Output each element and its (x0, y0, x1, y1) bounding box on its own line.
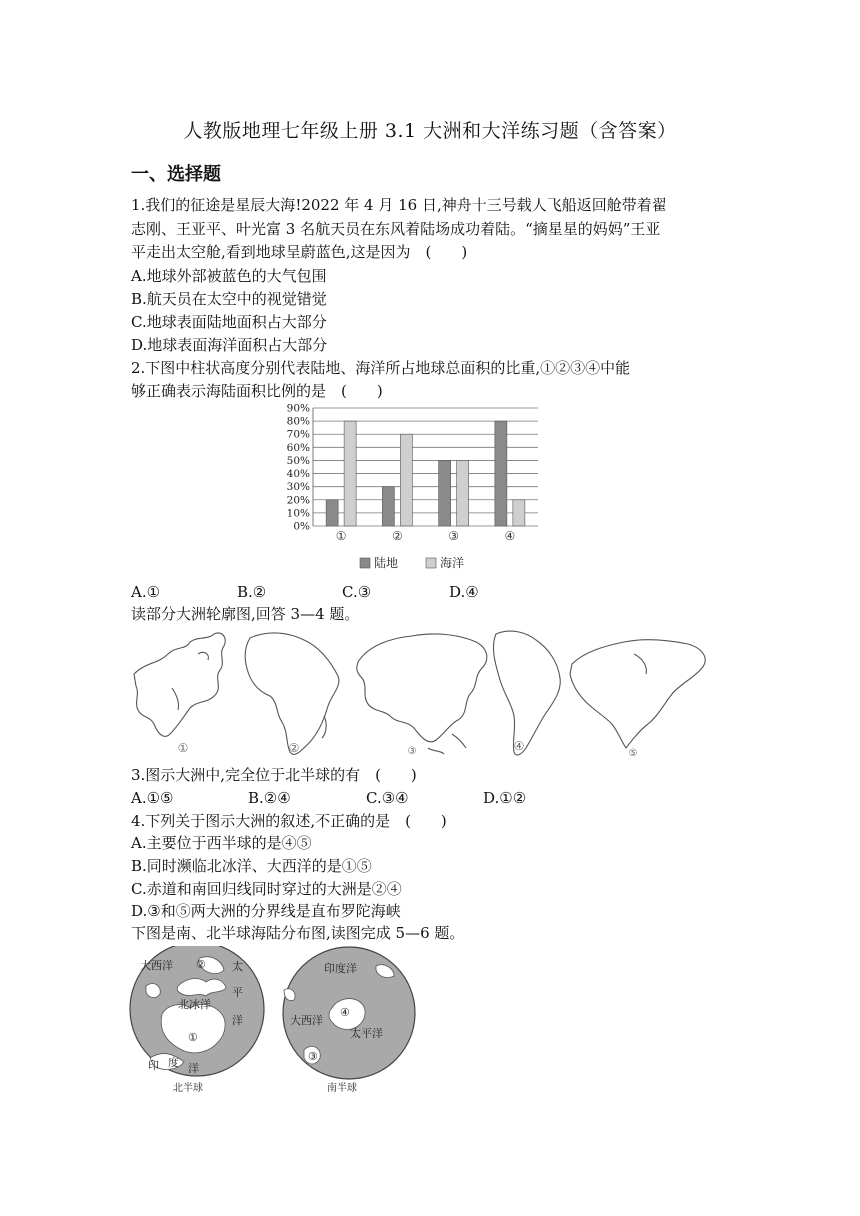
q2-option-a: A.① (131, 583, 161, 601)
continent-label-2: ② (288, 741, 300, 755)
q1-stem-line-1: 1.我们的征途是星辰大海!2022 年 4 月 16 日,神舟十三号载人飞船返回舱带着翟 (131, 196, 667, 214)
bar-ocean (400, 434, 412, 526)
bar-land (382, 487, 394, 526)
q1-option-d: D.地球表面海洋面积占大部分 (131, 336, 328, 354)
q4-option-a: A.主要位于西半球的是④⑤ (131, 834, 312, 852)
legend-label: 海洋 (440, 556, 465, 570)
read-instruction-3-4: 读部分大洲轮廓图,回答 3—4 题。 (131, 605, 360, 623)
north-number-1: ① (188, 1031, 198, 1044)
asia-outline (357, 634, 487, 742)
continent-label-5: ⑤ (628, 748, 638, 759)
europe-outline (134, 633, 225, 736)
q3-option-d: D.①② (483, 789, 527, 807)
north-pacific-label-3: 洋 (232, 1014, 243, 1027)
north-indian-label-1: 印 (148, 1059, 159, 1072)
south-number-3: ③ (308, 1050, 318, 1063)
y-tick-label: 0% (293, 520, 310, 533)
north-atlantic-label: 大西洋 (140, 959, 173, 972)
y-tick-label: 10% (286, 507, 310, 520)
q4-option-b: B.同时濒临北冰洋、大西洋的是①⑤ (131, 857, 372, 875)
south-pacific-label: 太平洋 (350, 1027, 383, 1040)
y-tick-label: 80% (286, 415, 310, 428)
q4-stem: 4.下列关于图示大洲的叙述,不正确的是 ( ) (131, 812, 447, 830)
q2-option-d: D.④ (449, 583, 479, 601)
bar-land (495, 421, 507, 526)
continent-label-3: ③ (407, 746, 417, 757)
south-america-outline (493, 631, 560, 755)
q4-option-c: C.赤道和南回归线同时穿过的大洲是②④ (131, 880, 402, 898)
north-arctic-label: 北冰洋 (178, 998, 211, 1011)
q3-options (131, 787, 526, 809)
legend-swatch (360, 558, 370, 568)
q3-stem: 3.图示大洲中,完全位于北半球的有 ( ) (131, 766, 417, 784)
legend-label: 陆地 (374, 556, 399, 570)
document-title: 人教版地理七年级上册 3.1 大洲和大洋练习题（含答案） (183, 120, 677, 142)
bar-ocean (457, 460, 469, 526)
q2-option-b: B.② (237, 583, 267, 601)
q3-option-c: C.③④ (366, 789, 409, 807)
x-tick-label: ③ (448, 529, 460, 543)
q2-stem-line-1: 2.下图中柱状高度分别代表陆地、海洋所占地球总面积的比重,①②③④中能 (131, 359, 631, 377)
q2-options (131, 581, 479, 603)
x-tick-label: ① (335, 529, 347, 543)
q1-option-a: A.地球外部被蓝色的大气包围 (131, 267, 327, 285)
bar-ocean (344, 421, 356, 526)
north-number-2: ② (196, 958, 206, 971)
north-map-caption: 北半球 (173, 1083, 203, 1094)
north-pacific-label-2: 平 (232, 986, 243, 999)
y-tick-label: 20% (286, 494, 310, 507)
q1-stem-line-3: 平走出太空舱,看到地球呈蔚蓝色,这是因为 ( ) (131, 243, 468, 261)
y-tick-label: 40% (286, 468, 310, 481)
continent-outline-maps (128, 624, 713, 760)
south-number-4: ④ (340, 1006, 350, 1019)
north-indian-label-2: 度 (168, 1056, 179, 1069)
legend-swatch (426, 558, 436, 568)
x-tick-label: ② (391, 529, 403, 543)
read-instruction-5-6: 下图是南、北半球海陆分布图,读图完成 5—6 题。 (131, 924, 465, 942)
northern-hemisphere-map (130, 946, 264, 1094)
south-map-caption: 南半球 (327, 1083, 357, 1094)
continent-label-1: ① (177, 741, 189, 755)
q2-stem-line-2: 够正确表示海陆面积比例的是 ( ) (131, 382, 383, 400)
q1-option-b: B.航天员在太空中的视觉错觉 (131, 290, 327, 308)
land-ocean-bar-chart (280, 400, 545, 578)
x-tick-label: ④ (504, 529, 516, 543)
q2-option-c: C.③ (342, 583, 372, 601)
y-tick-label: 60% (286, 441, 310, 454)
continent-label-4: ④ (513, 739, 525, 753)
y-tick-label: 50% (286, 454, 310, 467)
bar-ocean (513, 500, 525, 526)
south-indian-label: 印度洋 (324, 962, 357, 975)
section-heading: 一、选择题 (131, 164, 221, 185)
africa-outline (245, 633, 339, 755)
q1-option-c: C.地球表面陆地面积占大部分 (131, 313, 327, 331)
north-pacific-label-1: 太 (232, 960, 243, 973)
north-indian-label-3: 洋 (188, 1062, 199, 1075)
bar-land (439, 460, 451, 526)
y-tick-label: 90% (286, 402, 310, 415)
q1-stem-line-2: 志刚、王亚平、叶光富 3 名航天员在东风着陆场成功着陆。“摘星星的妈妈”王亚 (131, 220, 661, 238)
q3-option-b: B.②④ (248, 789, 291, 807)
hemisphere-land-sea-maps (128, 946, 428, 1098)
q4-option-d: D.③和⑤两大洲的分界线是直布罗陀海峡 (131, 902, 401, 920)
south-atlantic-label: 大西洋 (290, 1014, 323, 1027)
bar-land (326, 500, 338, 526)
southern-hemisphere-map (283, 947, 415, 1094)
y-tick-label: 70% (286, 428, 310, 441)
y-tick-label: 30% (286, 481, 310, 494)
q3-option-a: A.①⑤ (131, 789, 174, 807)
